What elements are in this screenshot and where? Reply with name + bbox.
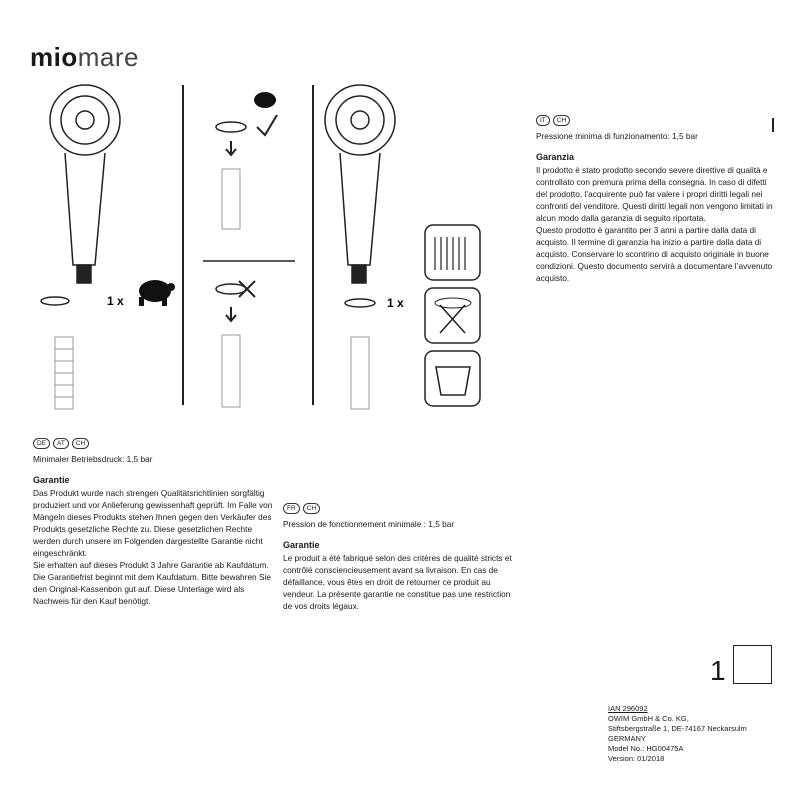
shower-connector-left xyxy=(77,265,91,283)
flag-de: DE xyxy=(33,438,50,449)
arrow-down-icon-bottom xyxy=(226,307,236,321)
de-paragraph-1: Das Produkt wurde nach strengen Qualitätsrichtlinien sorgfältig produziert und vor Anlieferung gewissenhaft geprüft. Im Falle von Mängeln dieses Produkts stehen Ihnen gegen den Verkäufer des Produkts gesetzliche Rechte zu. Diese gesetzlichen Rechte werden durch unsere im Folgenden dargestellte Garantie nicht eingeschränkt. xyxy=(33,488,273,558)
margin-mark xyxy=(772,118,774,132)
flag-ch-fr: CH xyxy=(303,503,320,514)
brand-logo-part2: mare xyxy=(77,42,139,72)
imprint-version: Version: 01/2018 xyxy=(608,754,665,763)
count-left: 1 x xyxy=(107,294,124,308)
it-pressure: Pressione minima di funzionamento: 1,5 bar xyxy=(536,131,698,141)
flag-at: AT xyxy=(53,438,69,449)
de-paragraph-2: Sie erhalten auf dieses Produkt 3 Jahre Garantie ab Kaufdatum. Die Garantiefrist beginnt mit dem Kaufdatum. Bitte bewahren Sie den Original-Kassenbon gut auf. Diese Unterlage wird als Nachweis für den Kauf benötigt. xyxy=(33,560,271,606)
shower-handle-left xyxy=(65,153,105,265)
flag-it: IT xyxy=(536,115,550,126)
filter-detail-1 xyxy=(425,225,480,280)
flag-ch-it: CH xyxy=(553,115,570,126)
imprint-ian: IAN 296092 xyxy=(608,704,648,713)
brand-logo xyxy=(30,42,139,73)
filter-detail-2 xyxy=(425,288,480,343)
it-flags xyxy=(536,115,774,126)
imprint-company: OWIM GmbH & Co. KG, xyxy=(608,714,689,723)
imprint-street: Stiftsbergstraße 1, DE-74167 Neckarsulm xyxy=(608,724,747,733)
hose-top xyxy=(222,169,240,229)
piggy-bank-icon-left xyxy=(139,280,175,306)
flag-fr: FR xyxy=(283,503,300,514)
hose-right xyxy=(351,337,369,409)
fr-paragraph-1: Le produit a été fabriqué selon des critères de qualité stricts et contrôlé consciencieusement avant sa livraison. En cas de défaillance, vous êtes en droit de retourner ce produit au vendeur. La présente garantie ne constitue pas une restriction de vos droits légaux. xyxy=(283,553,512,611)
fr-column xyxy=(283,503,520,612)
washer-top xyxy=(216,122,246,132)
fr-pressure: Pression de fonctionnement minimale : 1,5 bar xyxy=(283,519,455,529)
hose-left xyxy=(55,337,73,409)
piggy-bank-icon-top xyxy=(254,92,276,108)
washer-bottom xyxy=(216,284,246,294)
it-heading: Garanzia xyxy=(536,152,575,162)
imprint-country: GERMANY xyxy=(608,734,646,743)
shower-head-right xyxy=(325,85,395,283)
fr-heading: Garantie xyxy=(283,540,320,550)
check-icon xyxy=(257,115,277,135)
brand-logo-part1: mio xyxy=(30,42,78,72)
de-column xyxy=(33,438,273,607)
filter-detail-3 xyxy=(425,351,480,406)
flag-ch: CH xyxy=(72,438,89,449)
cross-icon xyxy=(239,281,255,297)
shower-ring-left xyxy=(61,96,109,144)
shower-illustration xyxy=(25,75,515,430)
count-right: 1 x xyxy=(387,296,404,310)
page-number: 1 xyxy=(710,655,726,686)
de-flags xyxy=(33,438,273,449)
hose-middle xyxy=(222,335,240,407)
imprint-model: Model No.: HG00475A xyxy=(608,744,684,753)
arrow-down-icon-top xyxy=(226,141,236,155)
it-paragraph-1: Il prodotto è stato prodotto secondo severe direttive di qualità e controllato con premura prima della consegna. In caso di difetti del prodotto, l’acquirente può far valere i propri diritti legali nei confronti del venditore. Questi diritti legali non vengono limitati in alcun modo dalla garanzia di seguito riportata. xyxy=(536,165,773,223)
washer-right xyxy=(345,299,375,307)
imprint xyxy=(608,704,798,764)
page-box xyxy=(733,645,772,684)
fr-flags xyxy=(283,503,520,514)
washer-left xyxy=(41,297,69,305)
de-pressure: Minimaler Betriebsdruck: 1,5 bar xyxy=(33,454,153,464)
de-heading: Garantie xyxy=(33,475,70,485)
shower-center-left xyxy=(76,111,94,129)
shower-head-left xyxy=(50,85,120,283)
it-paragraph-2: Questo prodotto è garantito per 3 anni a partire dalla data di acquisto. Il termine di garanzia ha inizio a partire dalla data di acquisto. Conservare lo scontrino di acquisto originale in buone condizioni. Questo documento servirà a documentare l’avvenuto acquisto. xyxy=(536,225,773,283)
it-column xyxy=(536,115,774,284)
